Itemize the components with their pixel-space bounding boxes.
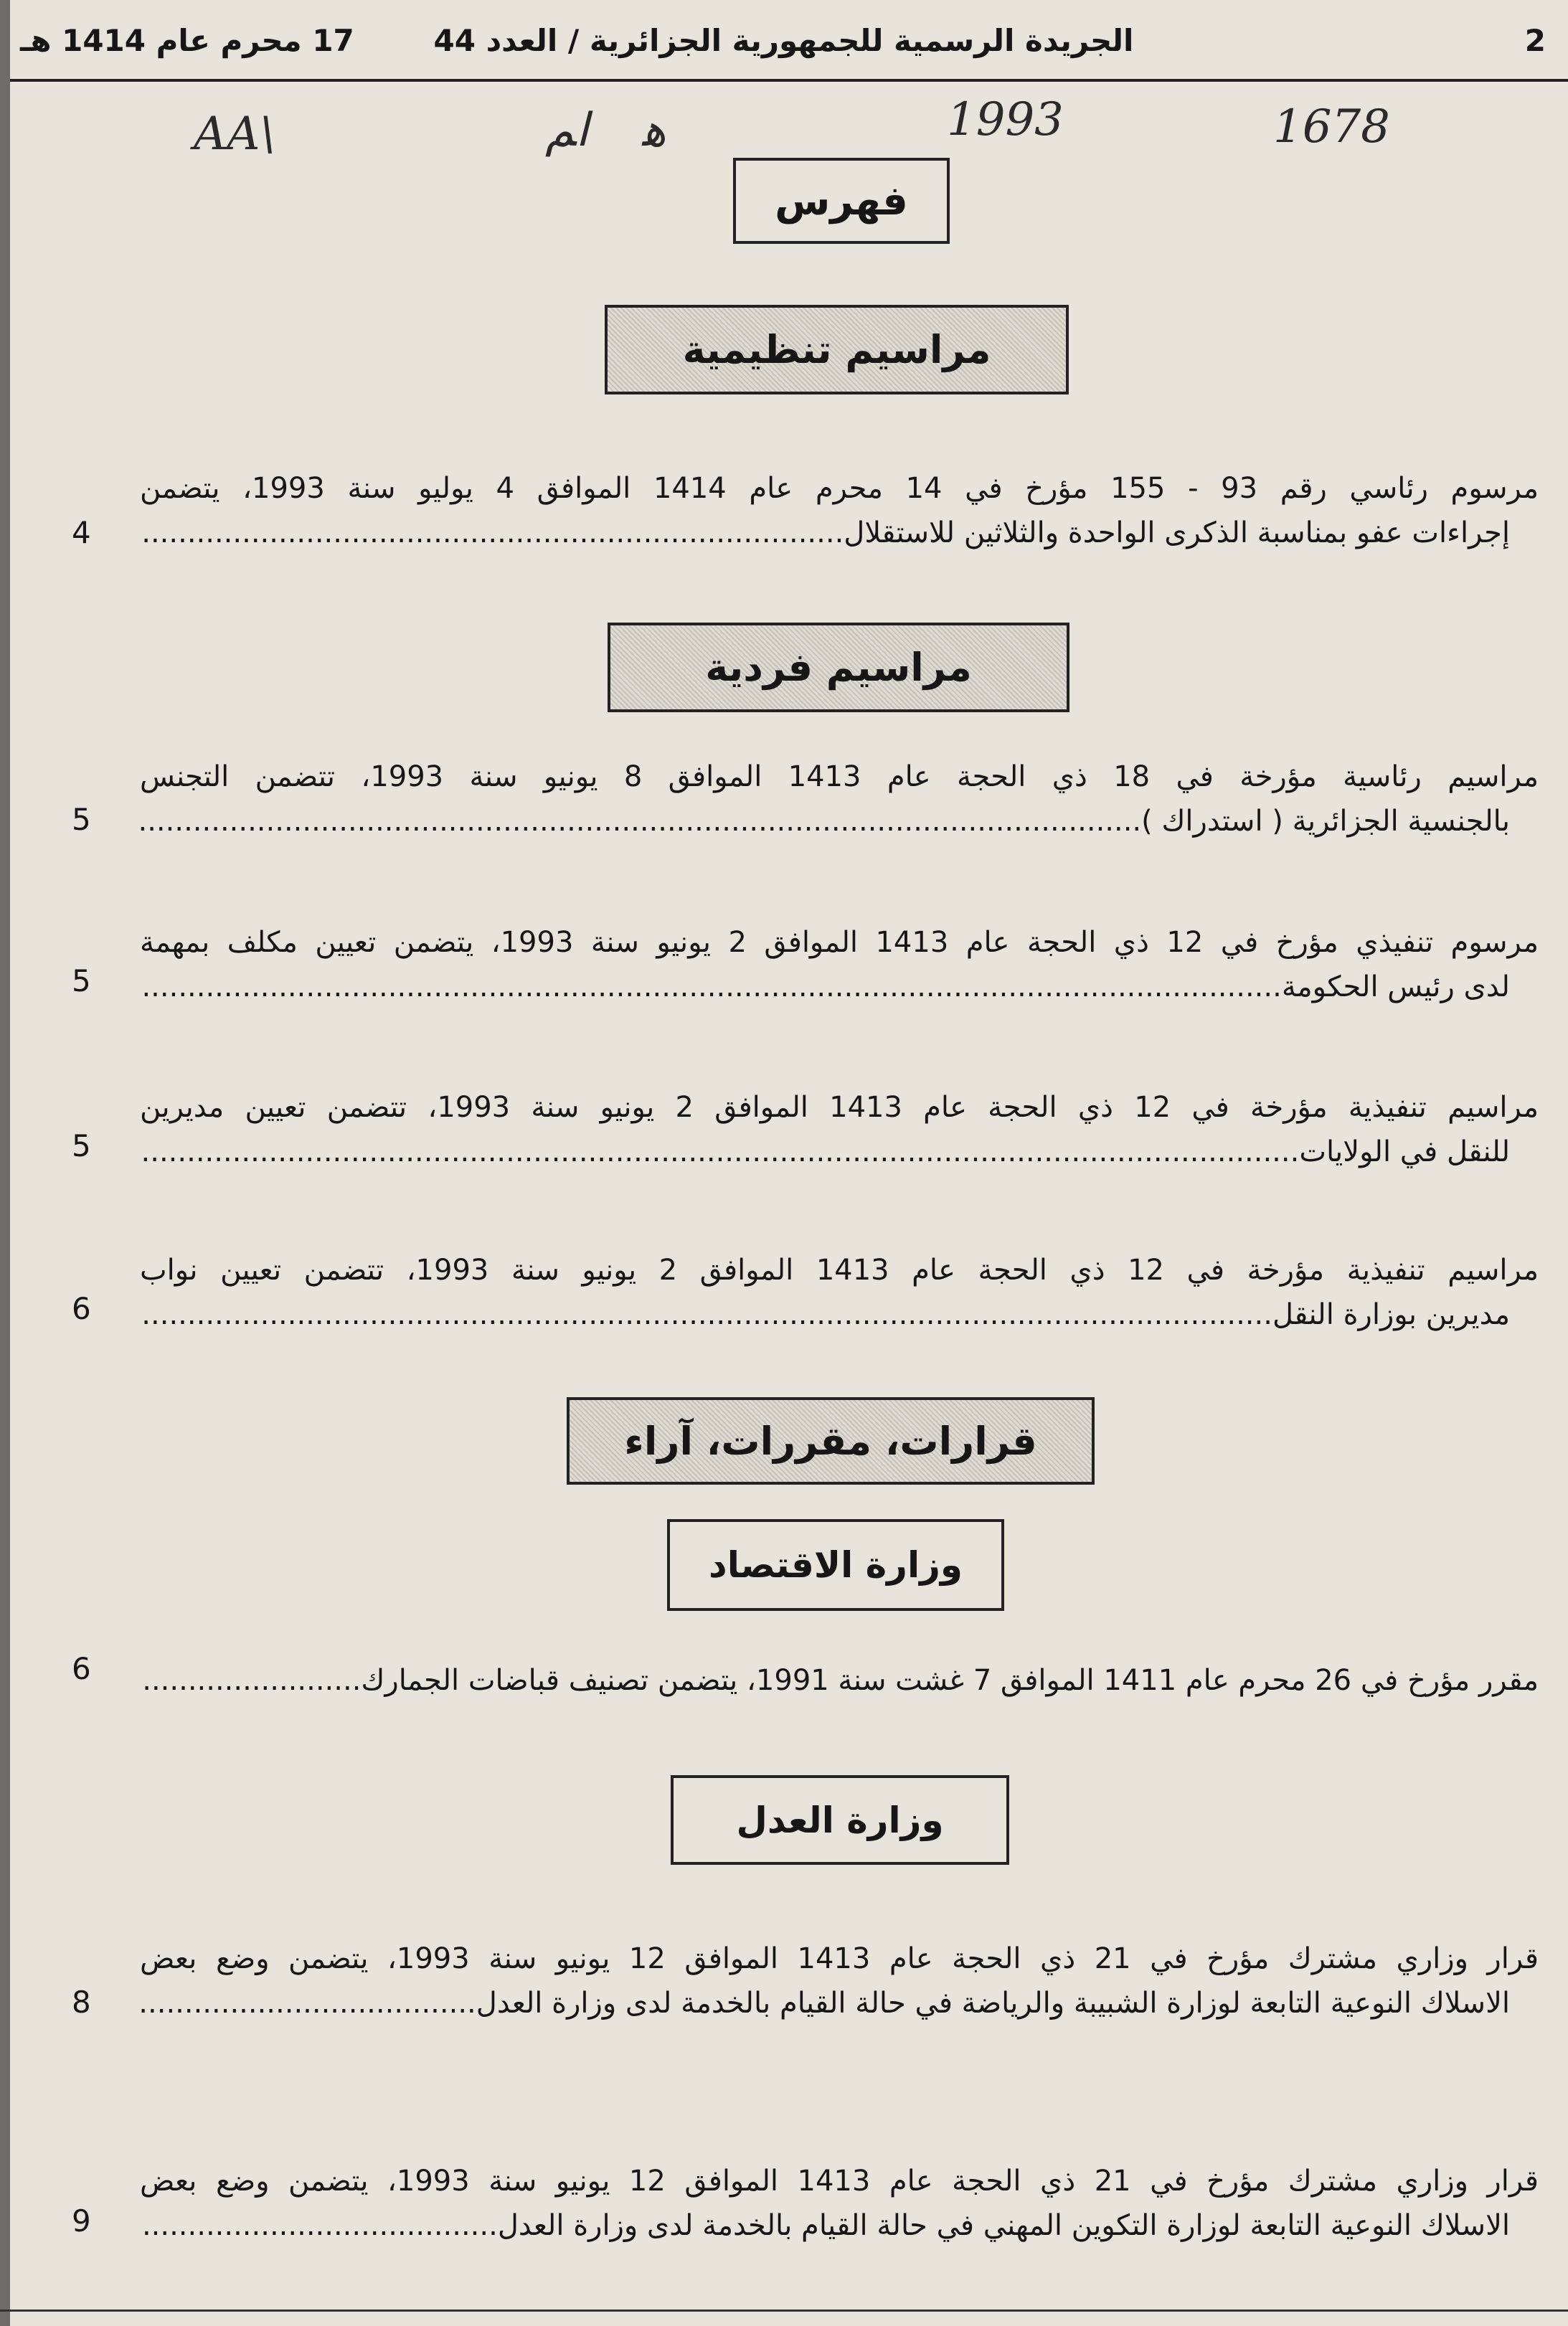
toc-page-number: 4 xyxy=(72,515,91,550)
section-regulatory-decrees: مراسيم تنظيمية xyxy=(605,305,1069,394)
footer-rule xyxy=(0,2310,1568,2312)
toc-title: فهرس xyxy=(733,158,950,244)
issue-date: 17 محرم عام 1414 هـ xyxy=(20,23,354,58)
subsection-ministry-economy: وزارة الاقتصاد xyxy=(667,1519,1004,1611)
page-number: 2 xyxy=(1524,23,1546,58)
toc-entry[interactable]: مرسوم رئاسي رقم 93 - 155 مؤرخ في 14 محرم عام 1414 الموافق 4 يوليو سنة 1993، يتضمن إجراءات عفو بمناسبة الذكرى الواحدة والثلاثين للاستقلال ..... xyxy=(140,466,1539,555)
handwritten-mark-b: ﺍﻢ xyxy=(545,104,589,157)
toc-page-number: 8 xyxy=(72,1985,91,2020)
toc-entry[interactable]: مرسوم تنفيذي مؤرخ في 12 ذي الحجة عام 1413 الموافق 2 يونيو سنة 1993، يتضمن تعيين مكلف بمهمة لدى رئيس الحكومة ..... xyxy=(140,920,1539,1009)
toc-entry[interactable]: مراسيم رئاسية مؤرخة في 18 ذي الحجة عام 1413 الموافق 8 يونيو سنة 1993، تتضمن التجنس بالجنسية الجزائرية ( استدراك ) ..... xyxy=(140,755,1539,843)
toc-page-number: 9 xyxy=(72,2203,91,2238)
page-edge-shadow xyxy=(0,0,10,2326)
toc-page-number: 5 xyxy=(72,802,91,837)
page-header xyxy=(14,23,1553,67)
toc-page-number: 5 xyxy=(72,1128,91,1163)
toc-page-number: 6 xyxy=(72,1291,91,1326)
header-rule xyxy=(10,79,1568,82)
handwritten-number: 1678 xyxy=(1273,100,1390,153)
handwritten-mark-a: ﻫ xyxy=(642,104,666,157)
toc-page-number: 5 xyxy=(72,963,91,998)
gazette-title: الجريدة الرسمية للجمهورية الجزائرية / العدد 44 xyxy=(433,23,1134,58)
toc-entry[interactable]: مراسيم تنفيذية مؤرخة في 12 ذي الحجة عام 1413 الموافق 2 يونيو سنة 1993، تتضمن تعيين مديرين للنقل في الولايات ..... xyxy=(140,1085,1539,1174)
toc-page-number: 6 xyxy=(72,1651,91,1686)
section-individual-decrees: مراسيم فردية xyxy=(608,623,1069,712)
handwritten-mark-c: AA\ xyxy=(194,108,275,161)
section-decisions: قرارات، مقررات، آراء xyxy=(567,1397,1095,1485)
toc-entry[interactable]: قرار وزاري مشترك مؤرخ في 21 ذي الحجة عام 1413 الموافق 12 يونيو سنة 1993، يتضمن وضع بعض الاسلاك النوعية التابعة لوزارة الشبيبة والرياضة في حالة القيام بالخدمة لدى وزارة العدل ..... xyxy=(140,1937,1539,2025)
toc-entry[interactable]: مقرر مؤرخ في 26 محرم عام 1411 الموافق 7 غشت سنة 1991، يتضمن تصنيف قباضات الجمارك ..... xyxy=(140,1658,1539,1703)
toc-entry[interactable]: مراسيم تنفيذية مؤرخة في 12 ذي الحجة عام 1413 الموافق 2 يونيو سنة 1993، تتضمن تعيين نواب مديرين بوزارة النقل ..... xyxy=(140,1248,1539,1337)
subsection-ministry-justice: وزارة العدل xyxy=(671,1775,1009,1865)
toc-entry[interactable]: قرار وزاري مشترك مؤرخ في 21 ذي الحجة عام 1413 الموافق 12 يونيو سنة 1993، يتضمن وضع بعض الاسلاك النوعية التابعة لوزارة التكوين المهني في حالة القيام بالخدمة لدى وزارة العدل ..... xyxy=(140,2159,1539,2248)
handwritten-year: 1993 xyxy=(947,93,1064,146)
